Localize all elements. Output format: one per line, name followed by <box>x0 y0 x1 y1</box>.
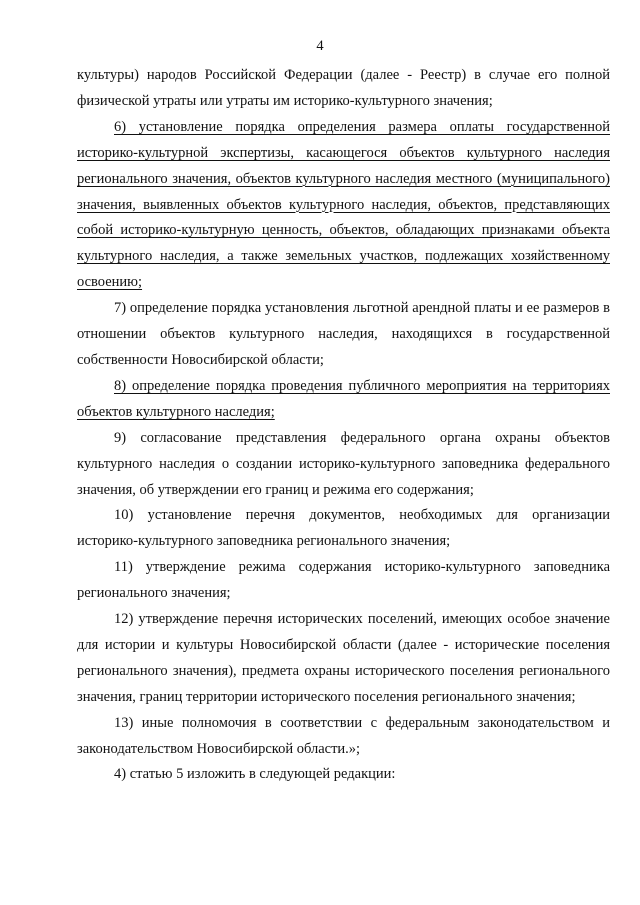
paragraph-item-6: 6) установление порядка определения размера оплаты государственной историко-культурной экспертизы, касающегося объектов культурного наследия регионального значения, объектов культурного наследия местного (муниципального) значения, выявленных объектов культурного наследия, объектов, представляющих собой историко-культурную ценность, объектов, обладающих признаками объекта культурного наследия, а также земельных участков, подлежащих хозяйственному освоению; <box>77 118 610 291</box>
paragraph-item-7: 7) определение порядка установления льготной арендной платы и ее размеров в отношении объектов культурного наследия, находящихся в государственной собственности Новосибирской области; <box>77 300 610 368</box>
paragraph-item-9: 9) согласование представления федерального органа охраны объектов культурного наследия о создании историко-культурного заповедника федерального значения, об утверждении его границ и режима его содержания; <box>77 429 610 498</box>
paragraph-item-8: 8) определение порядка проведения публичного мероприятия на территориях объектов культурного наследия; <box>77 377 610 420</box>
paragraph-continuation: культуры) народов Российской Федерации (далее - Реестр) в случае его полной физической утраты или утраты им историко-культурного значения; <box>77 67 610 109</box>
document-body <box>77 63 610 788</box>
page-number: 4 <box>316 38 324 54</box>
paragraph-item-10: 10) установление перечня документов, необходимых для организации историко-культурного заповедника регионального значения; <box>77 507 610 550</box>
paragraph-item-13: 13) иные полномочия в соответствии с федеральным законодательством и законодательством Новосибирской области.»; <box>77 714 610 757</box>
paragraph-item-12: 12) утверждение перечня исторических поселений, имеющих особое значение для истории и культуры Новосибирской области (далее - исторические поселения регионального значения), предмета охраны исторического поселения регионального значения, границ территории исторического поселения регионального значения; <box>77 611 610 705</box>
paragraph-item-11: 11) утверждение режима содержания историко-культурного заповедника регионального значения; <box>77 559 610 602</box>
paragraph-amendment-4: 4) статью 5 изложить в следующей редакции: <box>114 766 396 783</box>
